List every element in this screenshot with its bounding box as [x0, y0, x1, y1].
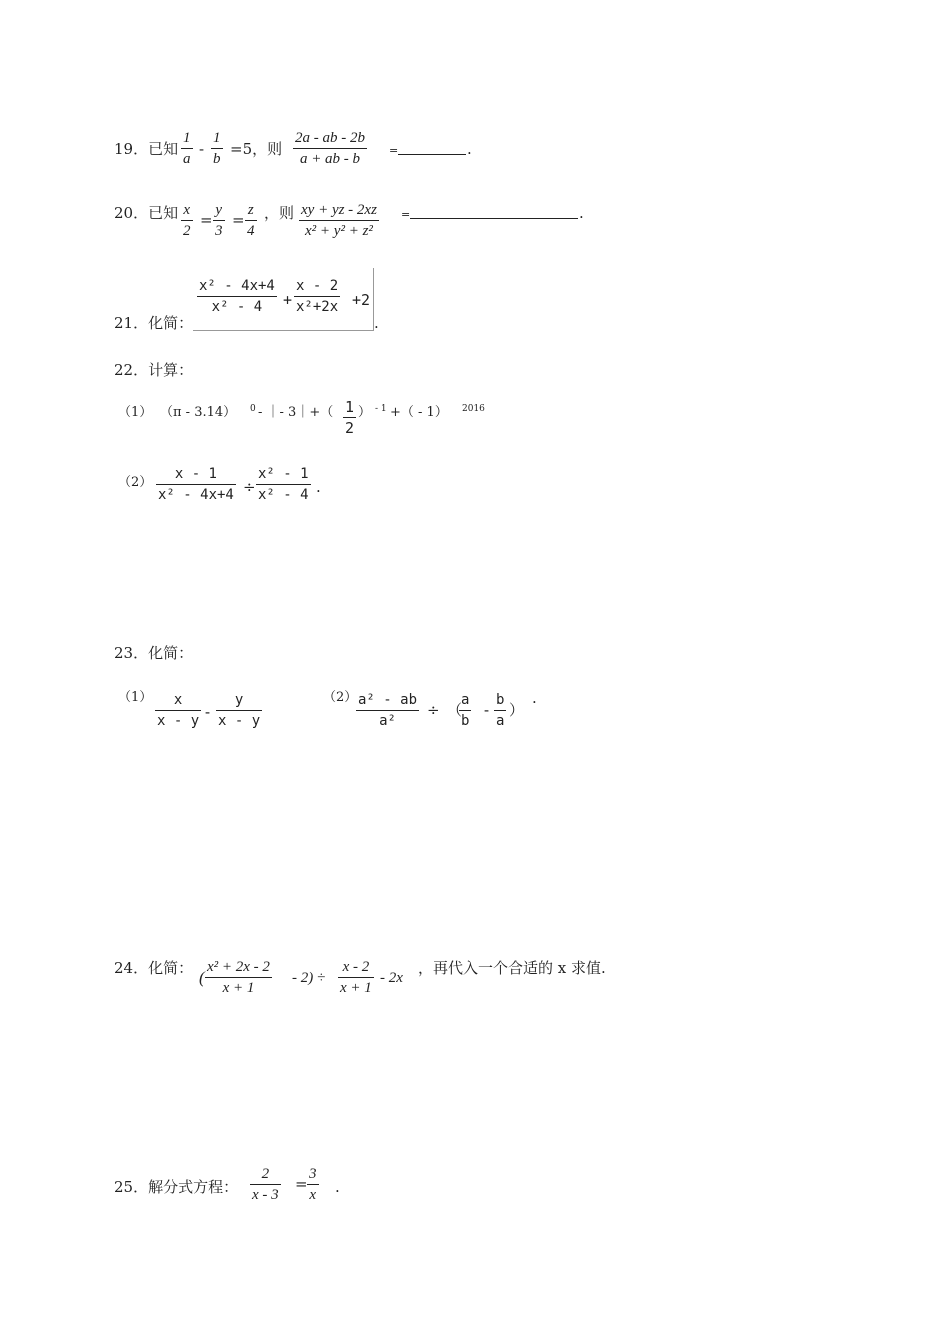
- q20-then: ，则: [264, 204, 295, 222]
- q20-period: .: [579, 204, 584, 222]
- q25-equals: =: [295, 1175, 308, 1193]
- q20-equals-1: =: [200, 211, 213, 229]
- q23-number: 23．化简：: [114, 644, 194, 662]
- q23-p2-fraction-1: a² - ab a²: [358, 692, 418, 729]
- q20-fraction-z-over-4: z 4: [247, 202, 255, 239]
- q25-period: .: [335, 1178, 340, 1196]
- q19-fraction-1-over-b: 1 b: [213, 130, 221, 167]
- q22-p1-exponent-0: 0: [250, 404, 256, 414]
- q20-fraction-y-over-3: y 3: [215, 202, 223, 239]
- q22-p2-fraction-1: x - 1 x² - 4x+4: [158, 466, 234, 503]
- q19-equals-5: =5，则: [230, 140, 283, 158]
- q19-equals: =: [389, 144, 399, 157]
- q24-minus-two-divide: - 2) ÷: [292, 970, 326, 986]
- q21-plus: +: [283, 291, 293, 309]
- q19-period: .: [467, 140, 472, 158]
- q24-fraction-2: x - 2 x + 1: [340, 959, 372, 996]
- q20-fraction-x-over-2: x 2: [183, 202, 191, 239]
- q23-p1-minus: -: [203, 703, 213, 721]
- q19-minus: -: [199, 140, 205, 158]
- q22-p2-label: （2）: [118, 475, 153, 490]
- q23-p2-right-paren: ）: [509, 701, 525, 719]
- q21-fraction-2: x - 2 x²+2x: [296, 278, 339, 315]
- q24-fraction-1: x² + 2x - 2 x + 1: [207, 959, 270, 996]
- q22-p1-exponent-minus-1: - 1: [375, 404, 387, 414]
- q23-p1-label: （1）: [118, 690, 153, 705]
- q23-p2-fraction-a-over-b: a b: [461, 692, 470, 729]
- q19-fraction-1-over-a: 1 a: [183, 130, 191, 167]
- q20-equals: =: [401, 208, 411, 221]
- q23-p2-left-paren: （: [447, 701, 463, 719]
- q21-plus-two: +2: [352, 291, 371, 309]
- q19-number: 19．已知: [114, 140, 179, 158]
- q22-p1-exponent-2016: 2016: [462, 404, 485, 414]
- q22-number: 22．计算：: [114, 361, 194, 379]
- q22-p1-abs-term: - ｜- 3｜+（: [258, 405, 334, 420]
- q21-period: .: [374, 314, 379, 332]
- q24-number: 24．化简：: [114, 959, 194, 977]
- q19-fraction-expression: 2a - ab - 2b a + ab - b: [295, 130, 365, 167]
- q21-number: 21．化简：: [114, 314, 194, 332]
- q22-p1-fraction-half: 1 2: [345, 398, 355, 437]
- q23-p2-divide: ÷: [427, 701, 440, 719]
- q20-equals-2: =: [232, 211, 245, 229]
- q25-fraction-left: 2 x - 3: [252, 1166, 279, 1203]
- q21-fraction-1: x² - 4x+4 x² - 4: [199, 278, 275, 315]
- q22-p1-minus-one-term: +（ - 1）: [390, 405, 448, 420]
- q22-p2-divide: ÷: [243, 478, 256, 496]
- q23-p2-minus: -: [482, 701, 492, 719]
- q24-minus-2x: - 2x: [380, 970, 403, 986]
- q20-answer-blank[interactable]: [410, 218, 578, 219]
- q23-p2-label: （2）: [323, 690, 358, 705]
- q22-p1-close-paren: ）: [358, 405, 372, 420]
- q22-p1-pi-term: （π - 3.14）: [160, 405, 237, 420]
- q22-p1-label: （1）: [118, 405, 153, 420]
- q23-p1-fraction-2: y x - y: [218, 692, 261, 729]
- q22-p2-fraction-2: x² - 1 x² - 4: [258, 466, 309, 503]
- q19-answer-blank[interactable]: [398, 154, 466, 155]
- q23-p2-fraction-b-over-a: b a: [496, 692, 505, 729]
- q20-fraction-expression: xy + yz - 2xz x² + y² + z²: [301, 202, 377, 239]
- q24-instruction: ，再代入一个合适的 x 求值.: [418, 959, 606, 977]
- q22-p2-period: .: [316, 478, 321, 496]
- q25-fraction-right: 3 x: [309, 1166, 317, 1203]
- q23-p1-fraction-1: x x - y: [157, 692, 200, 729]
- q23-p2-period: .: [532, 689, 537, 707]
- q20-number: 20．已知: [114, 204, 179, 222]
- q25-number: 25．解分式方程：: [114, 1178, 239, 1196]
- q24-left-paren: (: [199, 968, 205, 987]
